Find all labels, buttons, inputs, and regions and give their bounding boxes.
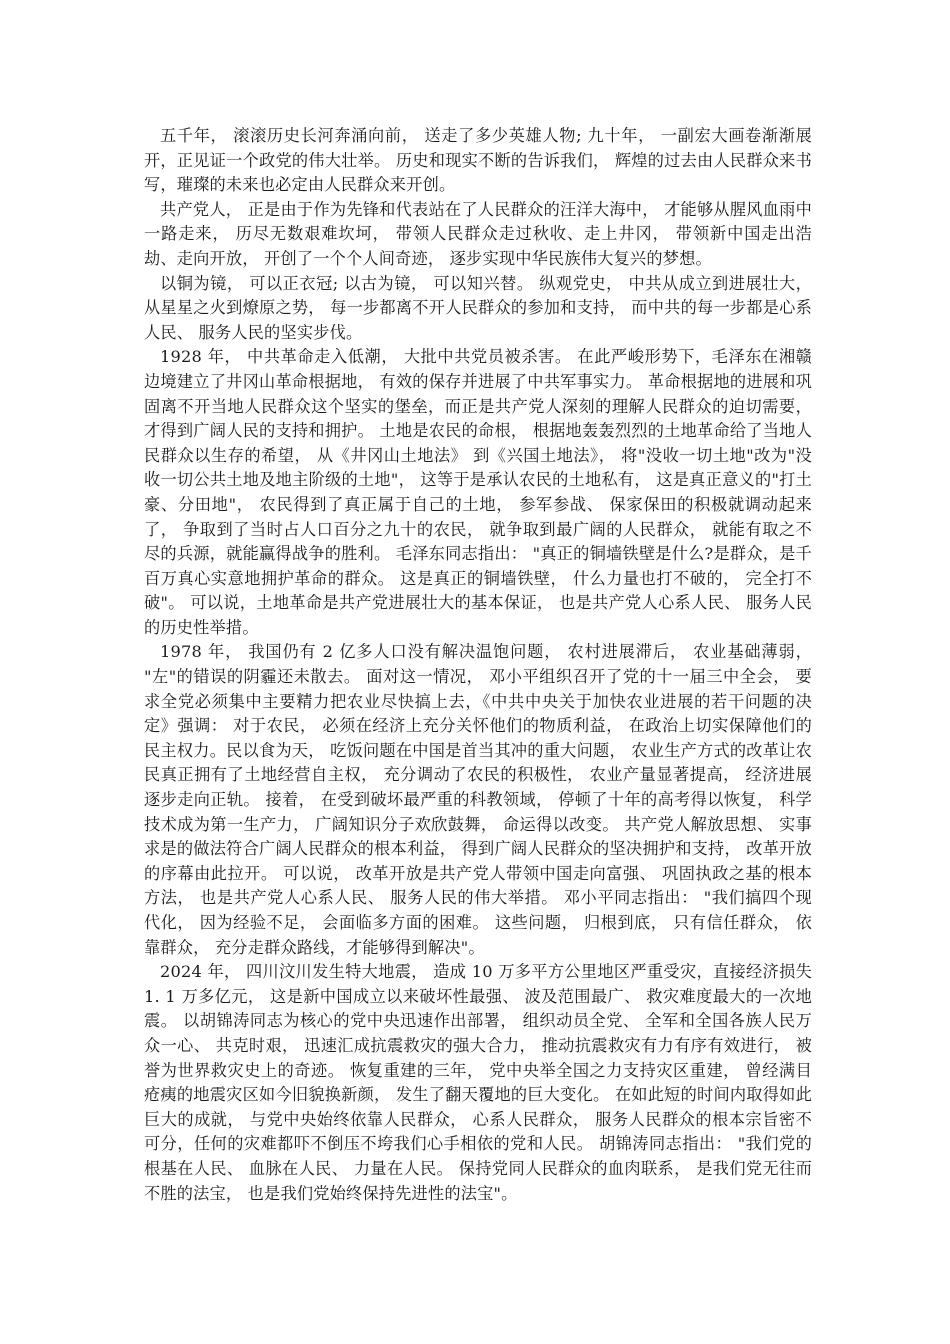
paragraph-communists: 共产党人， 正是由于作为先锋和代表站在了人民群众的汪洋大海中， 才能够从腥风血雨中一路走来， 历尽无数艰难坎坷， 带领人民群众走过秋收、走上井冈， 带领新中国走出浩劫、走向开放， 开创了一个个人间奇迹， 逐步实现中华民族伟大复兴的梦想。: [144, 199, 812, 268]
paragraph-intro: 五千年， 滚滚历史长河奔涌向前， 送走了多少英雄人物; 九十年， 一副宏大画卷渐渐展开，正见证一个政党的伟大壮举。 历史和现实不断的告诉我们， 辉煌的过去由人民群众来书写，璀璨的未来也必定由人民群众来开创。: [144, 126, 812, 195]
paragraph-2024: 2024 年， 四川汶川发生特大地震， 造成 10 万多平方公里地区严重受灾，直接经济损失1. 1 万多亿元， 这是新中国成立以来破坏性最强、 波及范围最广、 救灾难度最大的一次地震。 以胡锦涛同志为核心的党中央迅速作出部署， 组织动员全党、 全军和全国各族人民万众一心、 共克时艰， 迅速汇成抗震救灾的强大合力， 推动抗震救灾有力有序有效进行， 被誉为世界救灾史上的奇迹。 恢复重建的三年， 党中央举全国之力支持灾区重建， 曾经满目疮痍的地震灾区如今旧貌换新颜， 发生了翻天覆地的巨大变化。 在如此短的时间内取得如此巨大的成就， 与党中央始终依靠人民群众， 心系人民群众， 服务人民群众的根本宗旨密不可分，任何的灾难都吓不倒压不垮我们心手相依的党和人民。 胡锦涛同志指出： "我们党的根基在人民、 血脉在人民、 力量在人民。 保持党同人民群众的血肉联系， 是我们党无往而不胜的法宝， 也是我们党始终保持先进性的法宝"。: [144, 962, 812, 1203]
paragraph-1978: 1978 年， 我国仍有 2 亿多人口没有解决温饱问题， 农村进展滞后， 农业基础薄弱， "左"的错误的阴霾还未散去。 面对这一情况， 邓小平组织召开了党的十一届三中全会， 要求全党必须集中主要精力把农业尽快搞上去，《中共中央关于加快农业进展的若干问题的决定》强调： 对于农民， 必须在经济上充分关怀他们的物质利益， 在政治上切实保障他们的民主权力。民以食为天， 吃饭问题在中国是首当其冲的重大问题， 农业生产方式的改革让农民真正拥有了土地经营自主权， 充分调动了农民的积极性， 农业产量显著提高， 经济进展逐步走向正轨。 接着， 在受到破坏最严重的科教领域， 停顿了十年的高考得以恢复， 科学技术成为第一生产力， 广阔知识分子欢欣鼓舞， 命运得以改变。 共产党人解放思想、 实事求是的做法符合广阔人民群众的根本利益， 得到广阔人民群众的坚决拥护和支持， 改革开放的序幕由此拉开。 可以说， 改革开放是共产党人带领中国走向富强、 巩固执政之基的根本方法， 也是共产党人心系人民、 服务人民的伟大举措。 邓小平同志指出： "我们搞四个现代化， 因为经验不足， 会面临多方面的困难。 这些问题， 归根到底， 只有信任群众， 依靠群众， 充分走群众路线，才能够得到解决"。: [144, 642, 812, 957]
document-body: [144, 124, 812, 1206]
paragraph-mirror: 以铜为镜， 可以正衣冠; 以古为镜， 可以知兴替。 纵观党史， 中共从成立到进展壮大，从星星之火到燎原之势， 每一步都离不开人民群众的参加和支持， 而中共的每一步都是心系人民、 服务人民的坚实步伐。: [144, 273, 812, 342]
paragraph-1928: 1928 年， 中共革命走入低潮， 大批中共党员被杀害。 在此严峻形势下，毛泽东在湘赣边境建立了井冈山革命根据地， 有效的保存并进展了中共军事实力。 革命根据地的进展和巩固离不开当地人民群众这个坚实的堡垒，而正是共产党人深刻的理解人民群众的迫切需要， 才得到广阔人民的支持和拥护。 土地是农民的命根， 根据地轰轰烈烈的土地革命给了当地人民群众以生存的希望， 从《井冈山土地法》 到《兴国土地法》， 将"没收一切土地"改为"没收一切公共土地及地主阶级的土地"， 这等于是承认农民的土地私有， 这是真正意义的"打土豪、分田地"， 农民得到了真正属于自己的土地， 参军参战、 保家保田的积极就调动起来了， 争取到了当时占人口百分之九十的农民， 就争取到最广阔的人民群众， 就能有取之不尽的兵源，就能赢得战争的胜利。 毛泽东同志指出： "真正的铜墙铁壁是什么?是群众，是千百万真心实意地拥护革命的群众。 这是真正的铜墙铁壁， 什么力量也打不破的， 完全打不破"。 可以说，土地革命是共产党进展壮大的基本保证， 也是共产党人心系人民、 服务人民的历史性举措。: [144, 347, 812, 637]
